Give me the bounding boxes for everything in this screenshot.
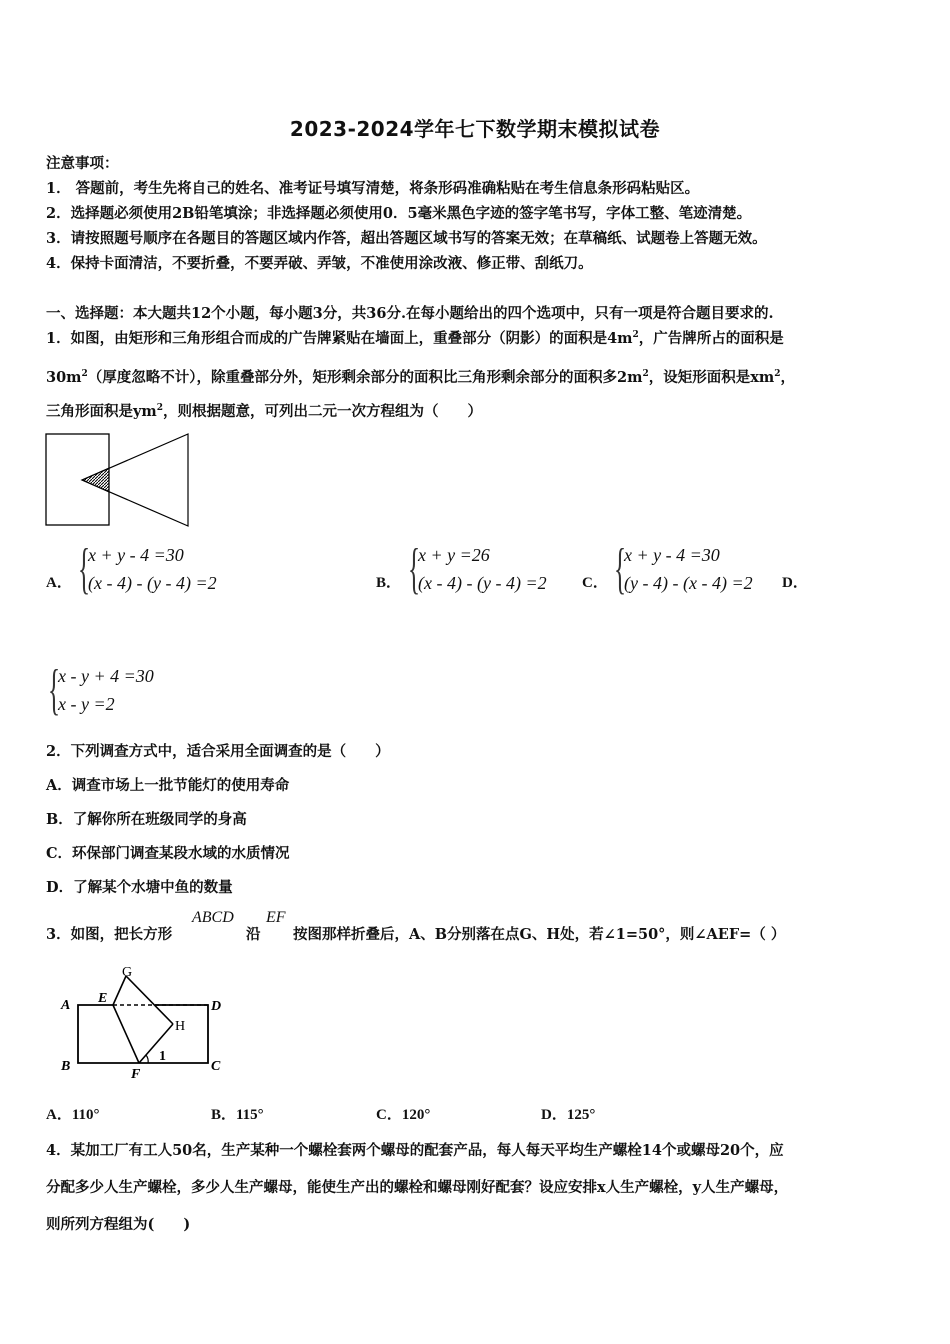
label-g: G [122,965,133,980]
label-angle-1: 1 [159,1049,166,1064]
label-d: D [211,999,222,1014]
q3-option-c[interactable]: C．120° [376,1107,431,1123]
q1-option-d-label[interactable]: D． [782,575,808,591]
q1-option-b-label[interactable]: B． [376,575,402,591]
q1-option-c-brace: { [614,538,627,600]
segment-eg [113,976,126,1005]
q1-option-a-label[interactable]: A． [46,575,72,591]
q1-option-b-eq2: (x - 4) - (y - 4) =2 [418,573,547,593]
q2-option-d[interactable]: D．了解某个水塘中鱼的数量 [46,879,233,896]
notice-item-2: 2．选择题必须使用2B铅笔填涂；非选择题必须使用0．5毫米黑色字迹的签字笔书写，字体工整、笔迹清楚。 [46,205,752,222]
q4-stem-line2: 分配多少人生产螺栓，多少人生产螺母，能使生产出的螺栓和螺母刚好配套？设应安排x人生产螺栓，y人生产螺母， [46,1179,789,1196]
label-h: H [175,1019,186,1034]
label-f: F [131,1067,141,1080]
angle-1-arc [146,1055,148,1063]
page-title: 2023-2024学年七下数学期末模拟试卷 [289,117,661,141]
q1-figure [44,431,192,529]
fold-line-ef [113,1005,139,1063]
label-b: B [61,1059,71,1074]
section-heading: 一、选择题：本大题共12个小题，每小题3分，共36分.在每小题给出的四个选项中，只有一项是符合题目要求的. [46,305,774,322]
q1-option-b-eq1: x + y =26 [418,545,490,565]
q2-option-b[interactable]: B．了解你所在班级同学的身高 [46,811,247,828]
q3-stem-part2: 沿 [246,926,261,943]
q3-option-a[interactable]: A．110° [46,1107,100,1123]
label-e: E [98,991,108,1006]
q1-option-c-label[interactable]: C． [582,575,608,591]
q2-option-c[interactable]: C．环保部门调查某段水域的水质情况 [46,845,290,862]
rectangle-outline [78,1005,208,1063]
notice-heading: 注意事项： [46,155,119,172]
q2-stem: 2．下列调查方式中，适合采用全面调查的是（ ） [46,743,390,760]
q1-option-d-brace: { [48,659,61,721]
q1-option-d-eq1: x - y + 4 =30 [58,666,154,686]
segment-hf [139,1024,173,1063]
overlap-shaded-region [82,468,109,492]
q3-figure [58,962,238,1080]
q3-stem-part1: 3．如图，把长方形 [46,926,173,943]
q1-option-b-brace: { [408,538,421,600]
q1-stem-line3: 三角形面积是$ym^2$，则根据题意，可列出二元一次方程组为（ ） [46,403,483,420]
q1-option-c-eq2: (y - 4) - (x - 4) =2 [624,573,753,593]
q1-option-d-eq2: x - y =2 [58,694,115,714]
q1-option-a-brace: { [78,538,91,600]
q3-stem-part3: 按图那样折叠后，A、B分别落在点G、H处，若∠1=50°，则∠AEF=（ ） [293,926,786,943]
q3-rect-name: ABCD [192,909,234,926]
q4-stem-line3: 则所列方程组为( ) [46,1216,191,1233]
q3-fold-line-name: EF [266,909,286,926]
q3-option-b[interactable]: B．115° [211,1107,264,1123]
q1-stem-line2: $30m^2$（厚度忽略不计），除重叠部分外，矩形剩余部分的面积比三角形剩余部分的面积多$2m^2$，设矩形面积是$xm^2$， [46,369,796,386]
label-c: C [211,1059,221,1074]
q2-option-a[interactable]: A．调查市场上一批节能灯的使用寿命 [46,777,290,794]
notice-item-3: 3．请按照题号顺序在各题目的答题区域内作答，超出答题区域书写的答案无效；在草稿纸、试题卷上答题无效。 [46,230,767,247]
q4-stem-line1: 4．某加工厂有工人50名，生产某种一个螺栓套两个螺母的配套产品，每人每天平均生产螺栓14个或螺母20个，应 [46,1142,784,1159]
notice-item-4: 4．保持卡面清洁，不要折叠，不要弄破、弄皱，不准使用涂改液、修正带、刮纸刀。 [46,255,593,272]
segment-gh [126,976,173,1024]
q1-option-a-eq2: (x - 4) - (y - 4) =2 [88,573,217,593]
q1-option-a-eq1: x + y - 4 =30 [88,545,184,565]
q1-stem-line1: 1．如图，由矩形和三角形组合而成的广告牌紧贴在墙面上，重叠部分（阴影）的面积是$4m^2$，广告牌所占的面积是 [46,330,784,347]
notice-item-1: 1． 答题前，考生先将自己的姓名、准考证号填写清楚，将条形码准确粘贴在考生信息条形码粘贴区。 [46,180,700,197]
q1-option-c-eq1: x + y - 4 =30 [624,545,720,565]
label-a: A [61,998,71,1013]
q3-option-d[interactable]: D．125° [541,1107,596,1123]
